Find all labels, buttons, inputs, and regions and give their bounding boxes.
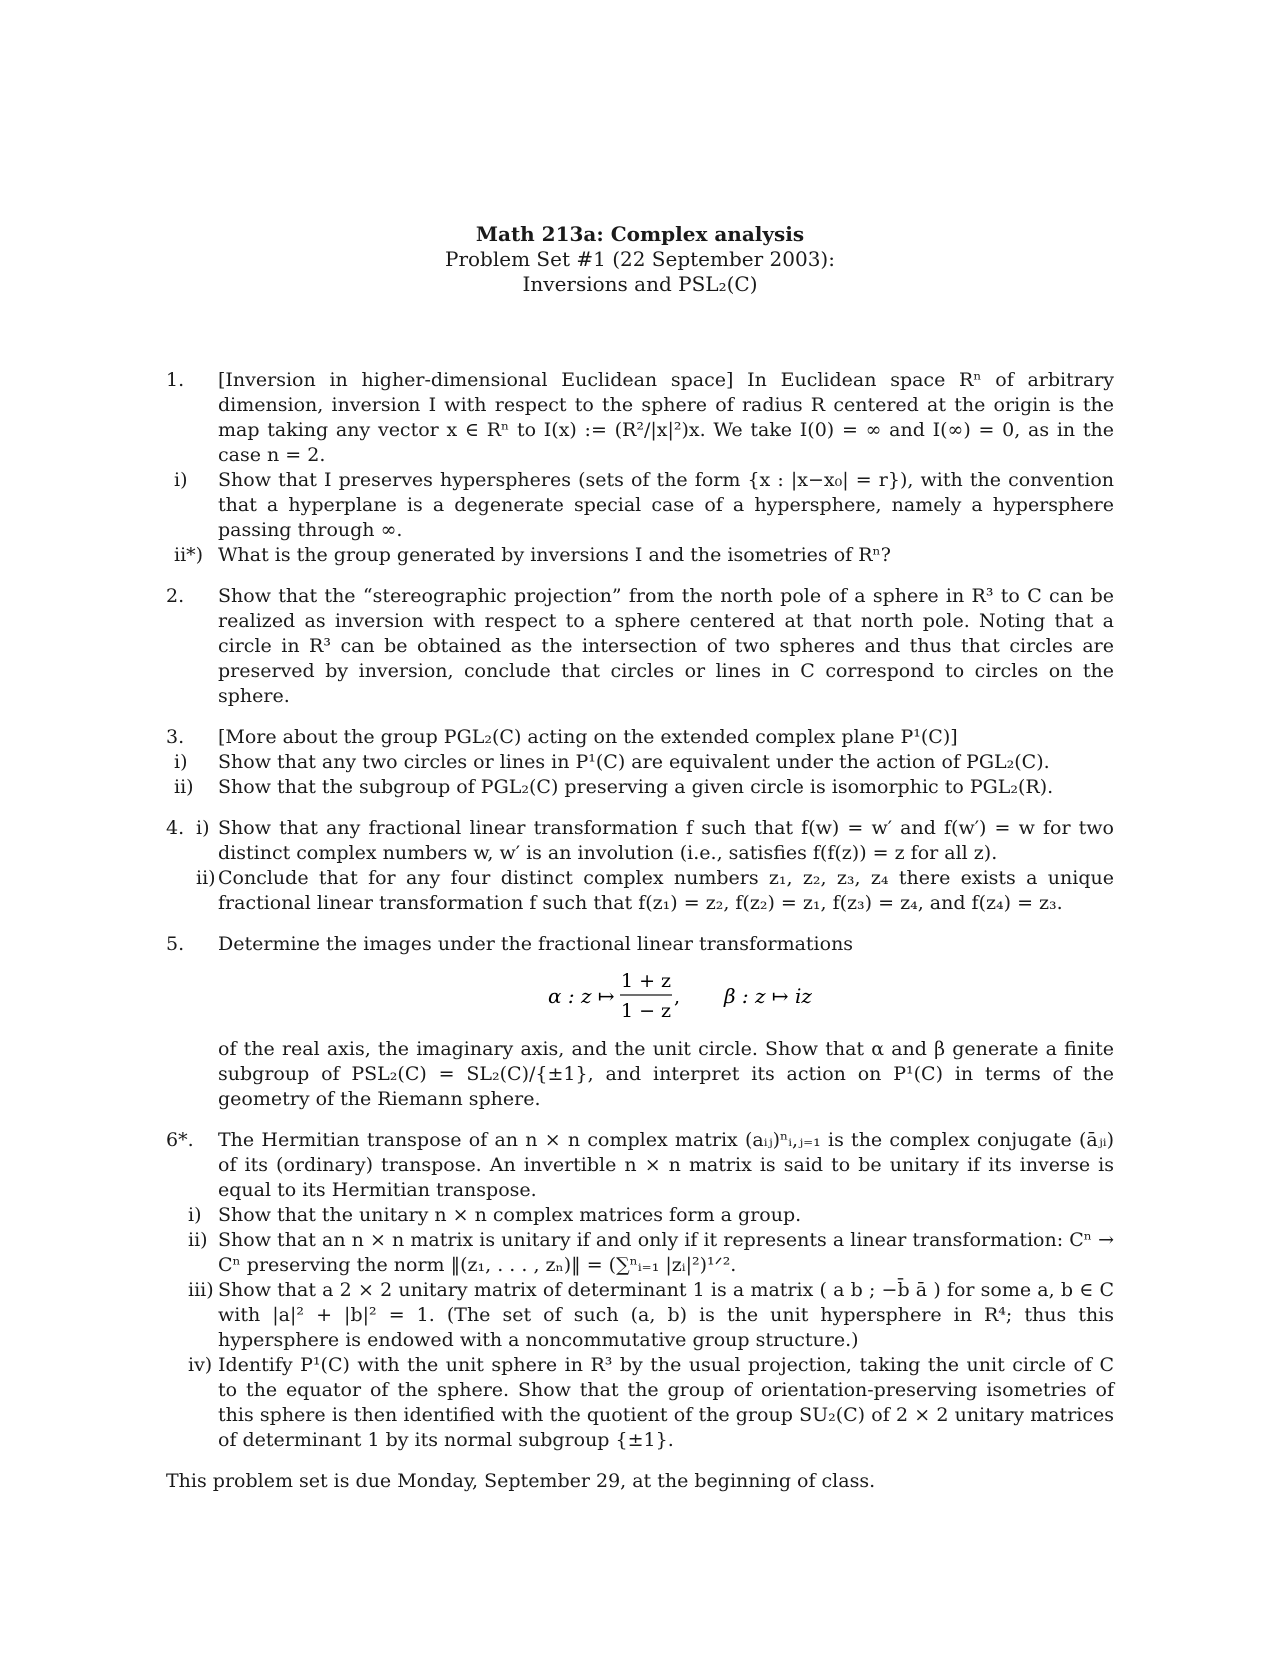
problem-3 (166, 725, 1114, 800)
part-label: i) (174, 469, 188, 491)
problem-part (196, 866, 1114, 916)
alpha-lhs: α : z ↦ (548, 984, 615, 1008)
alpha-punct: , (674, 986, 681, 1008)
alpha-numerator: 1 + z (620, 970, 672, 992)
problem-part (188, 1353, 1114, 1453)
beta-map: β : z ↦ iz (724, 984, 812, 1008)
problem-part (174, 468, 1114, 543)
problem-part (188, 1228, 1114, 1278)
part-label: ii) (188, 1229, 208, 1251)
problem-list (166, 368, 1114, 1494)
part-text: Show that I preserves hyperspheres (sets of the form {x : |x−x₀| = r}), with the convention that a hyperplane is a degenerate special case of a hypersphere, namely a hypersphere passing through ∞. (218, 469, 1114, 541)
problem-text: Show that the “stereographic projection” from the north pole of a sphere in R³ to C can be realized as inversion with respect to a sphere centered at that north pole. Noting that a circle in R³ can be obtained as the intersection of two spheres and thus that circles are preserved by inversion, conclude that circles or lines in C correspond to circles on the sphere. (218, 585, 1114, 707)
display-equation (218, 963, 1114, 1027)
part-label: i) (174, 751, 188, 773)
part-label: iv) (188, 1354, 213, 1376)
problem-part (196, 816, 1114, 866)
problem-4 (166, 816, 1114, 916)
problem-6 (166, 1128, 1114, 1453)
part-label: iii) (188, 1279, 214, 1301)
problem-number: 5. (166, 933, 185, 955)
part-text: Show that the unitary n × n complex matrices form a group. (218, 1204, 802, 1226)
part-label: i) (188, 1204, 202, 1226)
course-title: Math 213a: Complex analysis (475, 222, 805, 246)
problem-text: Determine the images under the fractional linear transformations (218, 933, 854, 955)
problem-part (174, 775, 1114, 800)
equation-graphic (218, 963, 1114, 1027)
part-label: i) (196, 817, 210, 839)
problem-text: [More about the group PGL₂(C) acting on the extended complex plane P¹(C)] (218, 726, 958, 748)
part-text: Show that an n × n matrix is unitary if and only if it represents a linear transformation: Cⁿ → Cⁿ preserving the norm ‖(z₁, . . . , zₙ)‖ = (∑ⁿᵢ₌₁ |zᵢ|²)¹ᐟ². (218, 1229, 1114, 1276)
part-text: Identify P¹(C) with the unit sphere in R³ by the usual projection, taking the unit circle of C to the equator of the sphere. Show that the group of orientation-preserving isometries of this sphere is then identified with the quotient of the group SU₂(C) of 2 × 2 unitary matrices of determinant 1 by its normal subgroup {±1}. (218, 1354, 1114, 1451)
part-text: Show that the subgroup of PGL₂(C) preserving a given circle is isomorphic to PGL₂(R). (218, 776, 1054, 798)
problem-text: The Hermitian transpose of an n × n complex matrix (aᵢⱼ)ⁿᵢ,ⱼ₌₁ is the complex conjugate (āⱼᵢ) of its (ordinary) transpose. An invertible n × n matrix is said to be unitary if its inverse is equal to its Hermitian transpose. (218, 1129, 1114, 1201)
problem-2 (166, 584, 1114, 709)
part-text: Show that any two circles or lines in P¹(C) are equivalent under the action of PGL₂(C). (218, 751, 1050, 773)
alpha-denominator: 1 − z (620, 1000, 672, 1022)
problem-set-topic: Inversions and PSL₂(C) (522, 272, 758, 296)
problem-1 (166, 368, 1114, 568)
problem-5 (166, 932, 1114, 1112)
problem-number: 2. (166, 585, 185, 607)
due-date-note: This problem set is due Monday, September 29, at the beginning of class. (166, 1470, 876, 1492)
part-text: Conclude that for any four distinct complex numbers z₁, z₂, z₃, z₄ there exists a unique fractional linear transformation f such that f(z₁) = z₂, f(z₂) = z₁, f(z₃) = z₄, and f(z₄) = z₃. (218, 867, 1114, 914)
problem-part (174, 750, 1114, 775)
problem-part (174, 543, 1114, 568)
part-text: Show that any fractional linear transformation f such that f(w) = w′ and f(w′) = w for two distinct complex numbers w, w′ is an involution (i.e., satisfies f(f(z)) = z for all z). (218, 817, 1114, 864)
problem-part (188, 1278, 1114, 1353)
part-label: ii) (174, 776, 194, 798)
problem-number: 3. (166, 726, 185, 748)
problem-number: 6*. (166, 1129, 194, 1151)
problem-text-continued: of the real axis, the imaginary axis, and the unit circle. Show that α and β generate a finite subgroup of PSL₂(C) = SL₂(C)/{±1}, and interpret its action on P¹(C) in terms of the geometry of the Riemann sphere. (218, 1038, 1114, 1110)
document-header (0, 222, 1280, 297)
problem-number: 1. (166, 369, 185, 391)
part-text: Show that a 2 × 2 unitary matrix of determinant 1 is a matrix ( a b ; −b̄ ā ) for some a, b ∈ C with |a|² + |b|² = 1. (The set of such (a, b) is the unit hypersphere in R⁴; thus this hypersphere is endowed with a noncommutative group structure.) (218, 1279, 1114, 1351)
problem-set-title: Problem Set #1 (22 September 2003): (445, 247, 835, 271)
problem-part (188, 1203, 1114, 1228)
part-label: ii) (196, 867, 216, 889)
part-label: ii*) (174, 544, 204, 566)
problem-number: 4. (166, 817, 185, 839)
problem-text: [Inversion in higher-dimensional Euclidean space] In Euclidean space Rⁿ of arbitrary dimension, inversion I with respect to the sphere of radius R centered at the origin is the map taking any vector x ∈ Rⁿ to I(x) := (R²/|x|²)x. We take I(0) = ∞ and I(∞) = 0, as in the case n = 2. (218, 369, 1114, 466)
part-text: What is the group generated by inversions I and the isometries of Rⁿ? (218, 544, 891, 566)
